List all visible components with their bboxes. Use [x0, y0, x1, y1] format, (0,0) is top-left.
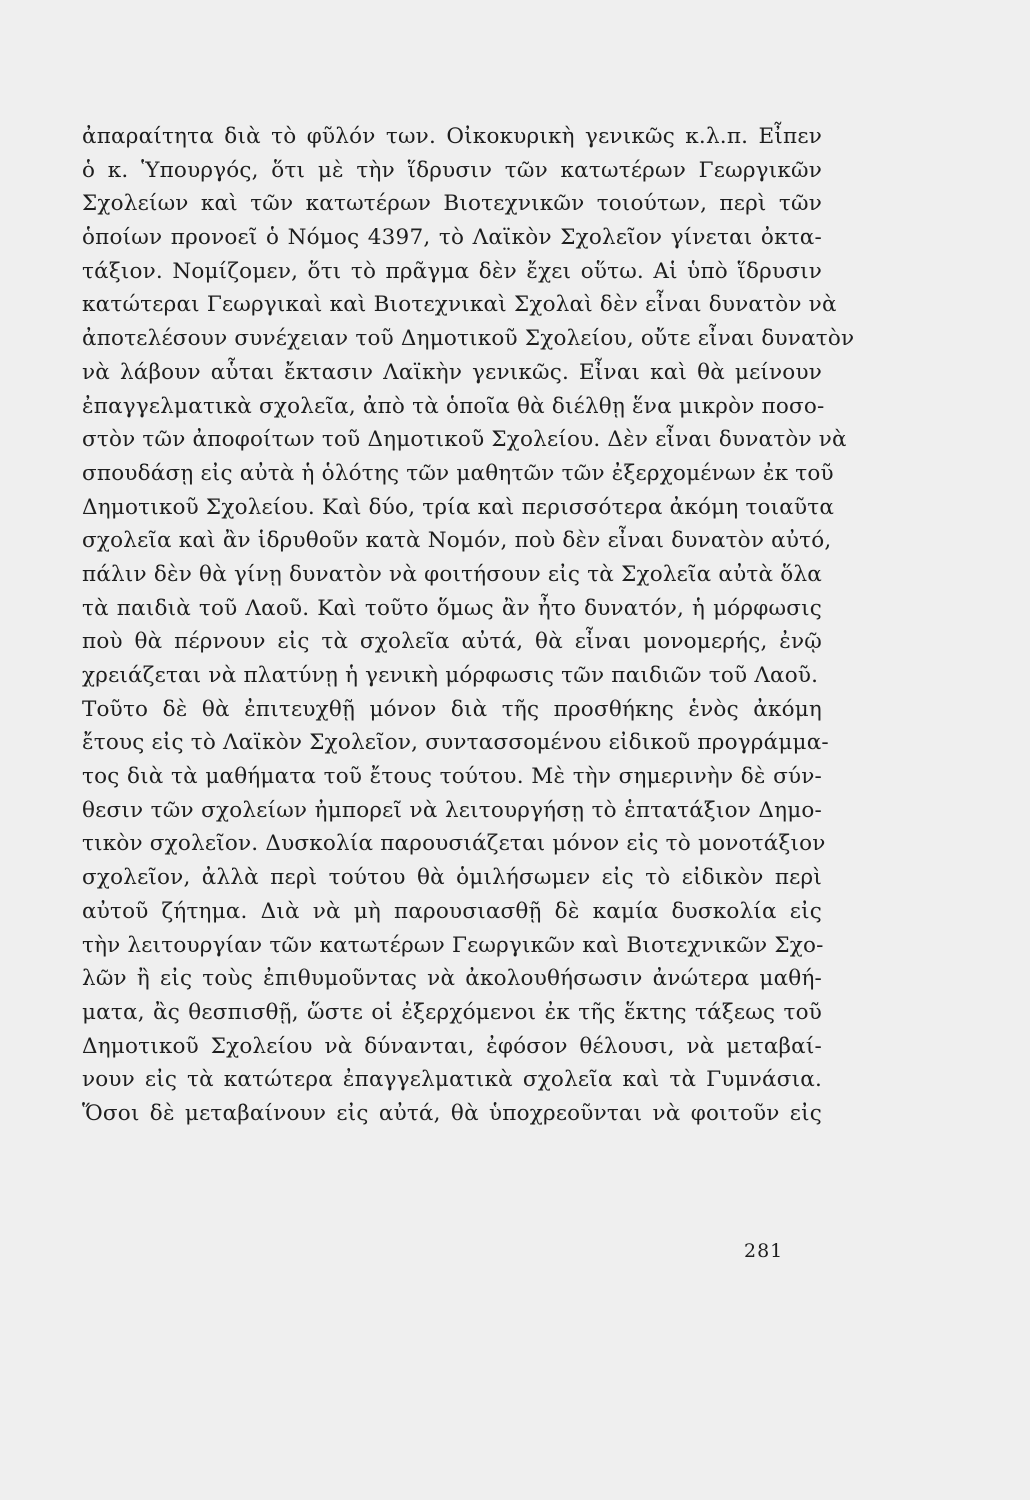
text-line: Σχολείων καὶ τῶν κατωτέρων Βιοτεχνικῶν τοιούτων, περὶ τῶν [82, 191, 822, 217]
text-line: Δημοτικοῦ Σχολείου νὰ δύνανται, ἐφόσον θέλουσι, νὰ μεταβαί- [82, 1033, 822, 1059]
text-line: τικὸν σχολεῖον. Δυσκολία παρουσιάζεται μόνον εἰς τὸ μονοτάξιον [82, 831, 826, 857]
text-line: χρειάζεται νὰ πλατύνῃ ἡ γενικὴ μόρφωσις τῶν παιδιῶν τοῦ Λαοῦ. [82, 663, 819, 688]
text-line: Ὅσοι δὲ μεταβαίνουν εἰς αὐτά, θὰ ὑποχρεοῦνται νὰ φοιτοῦν εἰς [82, 1100, 822, 1126]
text-line: ἀποτελέσουν συνέχειαν τοῦ Δημοτικοῦ Σχολείου, οὔτε εἶναι δυνατὸν [82, 326, 855, 352]
text-line: πάλιν δὲν θὰ γίνῃ δυνατὸν νὰ φοιτήσουν εἰς τὰ Σχολεῖα αὐτὰ ὅλα [82, 561, 822, 587]
text-line: ματα, ἂς θεσπισθῇ, ὥστε οἱ ἐξερχόμενοι ἐκ τῆς ἕκτης τάξεως τοῦ [82, 999, 822, 1025]
text-line: στὸν τῶν ἀποφοίτων τοῦ Δημοτικοῦ Σχολείου. Δὲν εἶναι δυνατὸν νὰ [82, 427, 847, 453]
text-line: ὁ κ. Ὑπουργός, ὅτι μὲ τὴν ἵδρυσιν τῶν κατωτέρων Γεωργικῶν [82, 157, 822, 183]
text-line: Δημοτικοῦ Σχολείου. Καὶ δύο, τρία καὶ περισσότερα ἀκόμη τοιαῦτα [82, 494, 835, 520]
text-line: νὰ λάβουν αὗται ἔκτασιν Λαϊκὴν γενικῶς. Εἶναι καὶ θὰ μείνουν [82, 359, 822, 385]
page-number: 281 [744, 1240, 784, 1262]
text-line: ἀπαραίτητα διὰ τὸ φῦλόν των. Οἰκοκυρικὴ γενικῶς κ.λ.π. Εἶπεν [82, 124, 822, 149]
text-line: νουν εἰς τὰ κατώτερα ἐπαγγελματικὰ σχολεῖα καὶ τὰ Γυμνάσια. [82, 1067, 822, 1093]
text-line: τος διὰ τὰ μαθήματα τοῦ ἔτους τούτου. Μὲ τὴν σημερινὴν δὲ σύν- [82, 764, 822, 790]
text-line: τὰ παιδιὰ τοῦ Λαοῦ. Καὶ τοῦτο ὅμως ἂν ἦτο δυνατόν, ἡ μόρφωσις [82, 595, 822, 621]
text-line: ἔτους εἰς τὸ Λαϊκὸν Σχολεῖον, συντασσομένου εἰδικοῦ προγράμμα- [82, 730, 829, 756]
text-line: αὐτοῦ ζήτημα. Διὰ νὰ μὴ παρουσιασθῇ δὲ καμία δυσκολία εἰς [82, 898, 822, 924]
text-line: ποὺ θὰ πέρνουν εἰς τὰ σχολεῖα αὐτά, θὰ εἶναι μονομερής, ἐνῷ [82, 629, 822, 655]
body-text [82, 120, 855, 1131]
text-line: κατώτεραι Γεωργικαὶ καὶ Βιοτεχνικαὶ Σχολαὶ δὲν εἶναι δυνατὸν νὰ [82, 292, 837, 318]
text-line: σχολεῖον, ἀλλὰ περὶ τούτου θὰ ὁμιλήσωμεν εἰς τὸ εἰδικὸν περὶ [82, 865, 822, 891]
text-line: σπουδάσῃ εἰς αὐτὰ ἡ ὁλότης τῶν μαθητῶν τῶν ἐξερχομένων ἐκ τοῦ [82, 460, 834, 486]
text-line: θεσιν τῶν σχολείων ἠμπορεῖ νὰ λειτουργήσῃ τὸ ἑπτατάξιον Δημο- [82, 797, 822, 823]
text-line: τὴν λειτουργίαν τῶν κατωτέρων Γεωργικῶν καὶ Βιοτεχνικῶν Σχο- [82, 932, 824, 958]
text-line: ὁποίων προνοεῖ ὁ Νόμος 4397, τὸ Λαϊκὸν Σχολεῖον γίνεται ὀκτα- [82, 225, 822, 251]
text-line: ἐπαγγελματικὰ σχολεῖα, ἀπὸ τὰ ὁποῖα θὰ διέλθῃ ἕνα μικρὸν ποσο- [82, 393, 825, 419]
text-line: τάξιον. Νομίζομεν, ὅτι τὸ πρᾶγμα δὲν ἔχει οὕτω. Αἱ ὑπὸ ἵδρυσιν [82, 258, 822, 284]
text-line: σχολεῖα καὶ ἂν ἱδρυθοῦν κατὰ Νομόν, ποὺ δὲν εἶναι δυνατὸν αὐτό, [82, 528, 832, 554]
text-line: Τοῦτο δὲ θὰ ἐπιτευχθῇ μόνον διὰ τῆς προσθήκης ἑνὸς ἀκόμη [82, 696, 822, 722]
text-line: λῶν ἢ εἰς τοὺς ἐπιθυμοῦντας νὰ ἀκολουθήσωσιν ἀνώτερα μαθή- [82, 966, 822, 992]
